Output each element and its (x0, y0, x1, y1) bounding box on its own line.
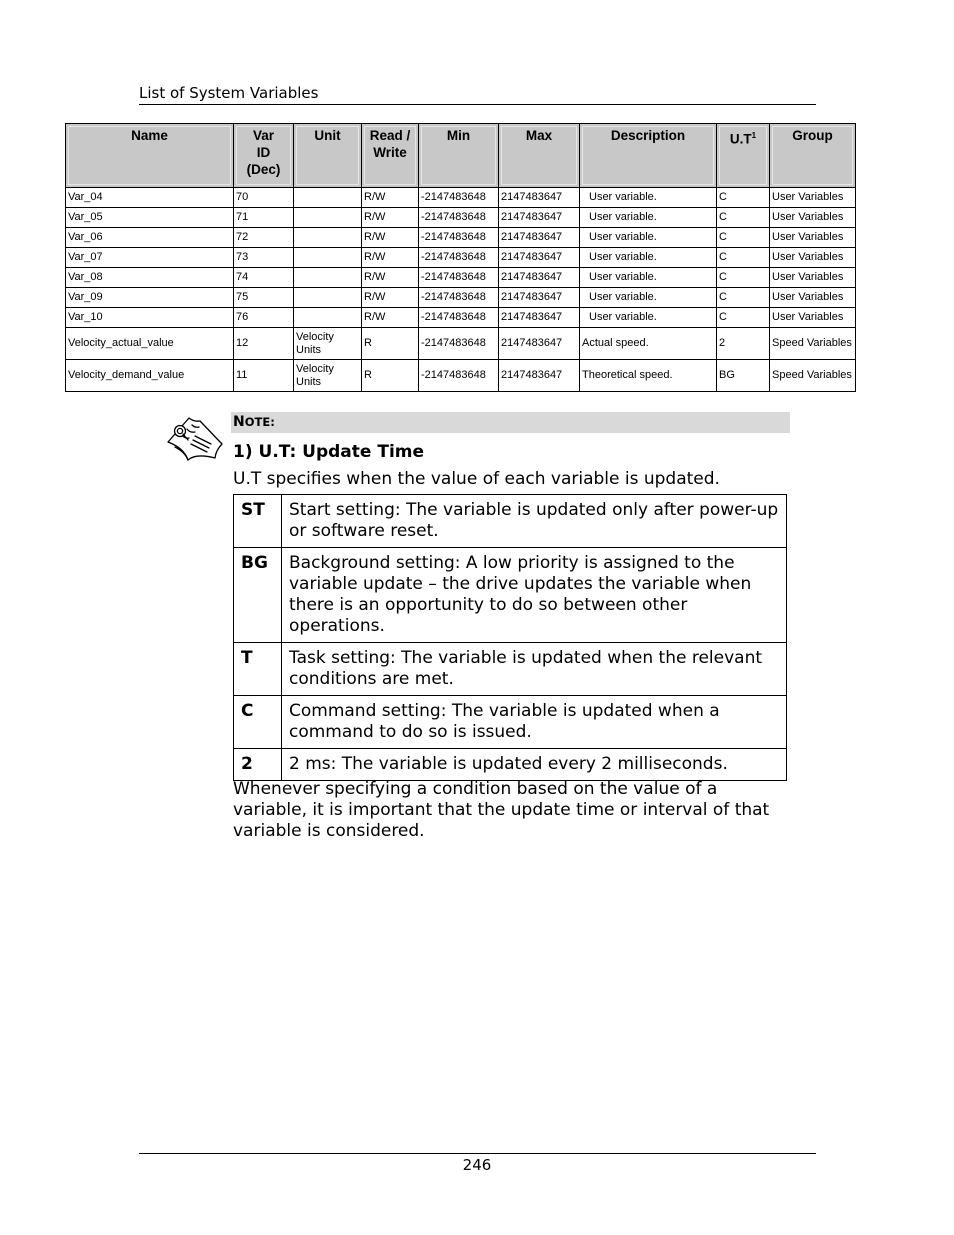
cell-var-id: 76 (234, 308, 294, 328)
cell-read-write: R (362, 328, 419, 360)
cell-min: -2147483648 (419, 308, 499, 328)
ut-code: C (234, 696, 282, 749)
note-closing-text: Whenever specifying a condition based on the value of a variable, it is important that the update time or interval of that variable is considered. (233, 779, 770, 841)
cell-name: Var_09 (66, 288, 234, 308)
cell-max: 2147483647 (499, 268, 580, 288)
cell-read-write: R/W (362, 248, 419, 268)
ut-description: Start setting: The variable is updated only after power-up or software reset. (282, 495, 787, 548)
ut-row (234, 495, 787, 548)
cell-description: User variable. (580, 268, 717, 288)
ut-row (234, 696, 787, 749)
cell-ut: C (717, 308, 770, 328)
table-row (66, 268, 856, 288)
cell-ut: C (717, 208, 770, 228)
system-variables-table (65, 123, 856, 392)
cell-name: Var_10 (66, 308, 234, 328)
table-row (66, 208, 856, 228)
cell-unit (294, 268, 362, 288)
cell-name: Var_08 (66, 268, 234, 288)
cell-description: Actual speed. (580, 328, 717, 360)
cell-ut: C (717, 188, 770, 208)
cell-max: 2147483647 (499, 208, 580, 228)
note-intro: U.T specifies when the value of each variable is updated. (233, 469, 720, 489)
cell-min: -2147483648 (419, 248, 499, 268)
col-header-unit: Unit (294, 124, 362, 188)
col-header-max: Max (499, 124, 580, 188)
col-header-description: Description (580, 124, 717, 188)
cell-ut: C (717, 268, 770, 288)
cell-max: 2147483647 (499, 328, 580, 360)
cell-unit (294, 248, 362, 268)
cell-group: User Variables (770, 248, 856, 268)
update-time-table (233, 494, 787, 781)
cell-min: -2147483648 (419, 360, 499, 392)
cell-description: User variable. (580, 288, 717, 308)
ut-description: Task setting: The variable is updated when the relevant conditions are met. (282, 643, 787, 696)
cell-name: Velocity_demand_value (66, 360, 234, 392)
ut-code: ST (234, 495, 282, 548)
col-header-read-write: Read / Write (362, 124, 419, 188)
cell-description: User variable. (580, 208, 717, 228)
cell-min: -2147483648 (419, 208, 499, 228)
footer-divider (139, 1153, 816, 1154)
cell-ut: C (717, 288, 770, 308)
cell-name: Var_07 (66, 248, 234, 268)
cell-unit (294, 308, 362, 328)
cell-group: User Variables (770, 208, 856, 228)
cell-max: 2147483647 (499, 288, 580, 308)
table-row (66, 248, 856, 268)
cell-group: User Variables (770, 188, 856, 208)
cell-var-id: 71 (234, 208, 294, 228)
cell-unit (294, 288, 362, 308)
table-row (66, 360, 856, 392)
ut-row (234, 749, 787, 781)
table-row (66, 288, 856, 308)
cell-unit: Velocity Units (294, 360, 362, 392)
cell-read-write: R/W (362, 308, 419, 328)
table-row (66, 228, 856, 248)
cell-min: -2147483648 (419, 288, 499, 308)
cell-group: User Variables (770, 288, 856, 308)
cell-ut: 2 (717, 328, 770, 360)
cell-description: User variable. (580, 188, 717, 208)
col-header-var-id: Var ID (Dec) (234, 124, 294, 188)
cell-unit (294, 228, 362, 248)
table-header-row (66, 124, 856, 188)
cell-max: 2147483647 (499, 308, 580, 328)
cell-unit: Velocity Units (294, 328, 362, 360)
cell-min: -2147483648 (419, 328, 499, 360)
cell-read-write: R/W (362, 288, 419, 308)
cell-var-id: 72 (234, 228, 294, 248)
cell-var-id: 73 (234, 248, 294, 268)
col-header-group: Group (770, 124, 856, 188)
col-header-min: Min (419, 124, 499, 188)
page-header-title: List of System Variables (139, 84, 816, 105)
ut-description: 2 ms: The variable is updated every 2 milliseconds. (282, 749, 787, 781)
cell-var-id: 12 (234, 328, 294, 360)
cell-var-id: 11 (234, 360, 294, 392)
cell-max: 2147483647 (499, 360, 580, 392)
cell-max: 2147483647 (499, 188, 580, 208)
cell-name: Var_06 (66, 228, 234, 248)
table-row (66, 188, 856, 208)
cell-var-id: 70 (234, 188, 294, 208)
ut-description: Command setting: The variable is updated when a command to do so is issued. (282, 696, 787, 749)
cell-group: User Variables (770, 308, 856, 328)
cell-min: -2147483648 (419, 268, 499, 288)
cell-max: 2147483647 (499, 228, 580, 248)
cell-read-write: R/W (362, 208, 419, 228)
cell-name: Velocity_actual_value (66, 328, 234, 360)
cell-group: User Variables (770, 228, 856, 248)
note-heading: NOTE: (231, 412, 790, 433)
cell-description: User variable. (580, 308, 717, 328)
cell-ut: C (717, 248, 770, 268)
cell-name: Var_05 (66, 208, 234, 228)
cell-min: -2147483648 (419, 228, 499, 248)
cell-ut: BG (717, 360, 770, 392)
ut-row (234, 643, 787, 696)
cell-description: Theoretical speed. (580, 360, 717, 392)
col-header-name: Name (66, 124, 234, 188)
cell-min: -2147483648 (419, 188, 499, 208)
cell-description: User variable. (580, 228, 717, 248)
ut-code: T (234, 643, 282, 696)
cell-unit (294, 208, 362, 228)
cell-group: Speed Variables (770, 328, 856, 360)
page-number: 246 (462, 1156, 492, 1174)
cell-var-id: 75 (234, 288, 294, 308)
cell-var-id: 74 (234, 268, 294, 288)
cell-name: Var_04 (66, 188, 234, 208)
ut-description: Background setting: A low priority is assigned to the variable update – the drive updates the variable when there is an opportunity to do so between other operations. (282, 548, 787, 643)
ut-row (234, 548, 787, 643)
cell-group: Speed Variables (770, 360, 856, 392)
ut-code: 2 (234, 749, 282, 781)
cell-description: User variable. (580, 248, 717, 268)
cell-read-write: R/W (362, 188, 419, 208)
cell-read-write: R/W (362, 228, 419, 248)
cell-read-write: R/W (362, 268, 419, 288)
ut-code: BG (234, 548, 282, 643)
cell-max: 2147483647 (499, 248, 580, 268)
col-header-ut: $U.T^1$ (717, 124, 770, 188)
table-row (66, 308, 856, 328)
cell-group: User Variables (770, 268, 856, 288)
note-subtitle: 1) U.T: Update Time (233, 442, 425, 462)
table-row (66, 328, 856, 360)
cell-ut: C (717, 228, 770, 248)
cell-unit (294, 188, 362, 208)
note-pad-icon (165, 413, 225, 463)
cell-read-write: R (362, 360, 419, 392)
